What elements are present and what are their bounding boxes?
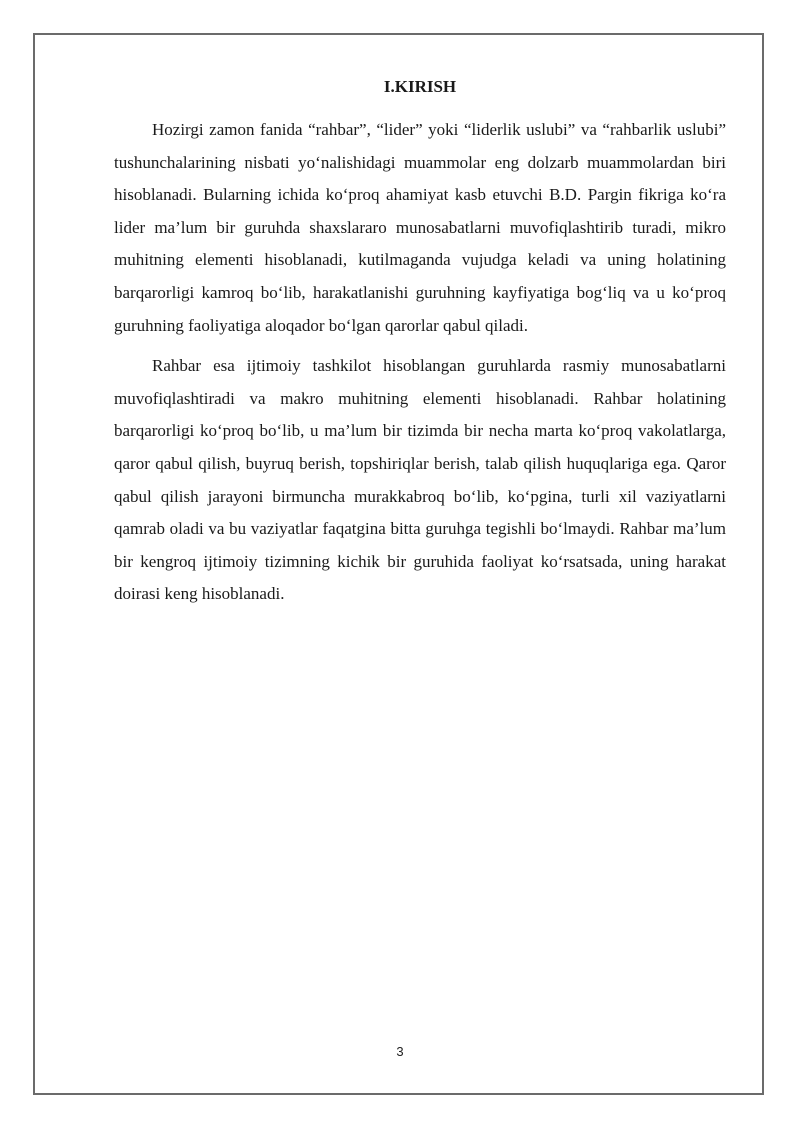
section-title: I.KIRISH bbox=[383, 77, 457, 96]
document-body bbox=[114, 70, 726, 619]
paragraph-1: Hozirgi zamon fanida “rahbar”, “lider” yoki “liderlik uslubi” va “rahbarlik uslubi” tushunchalarining nisbati yo‘nalishidagi muammolar eng dolzarb muammolardan biri hisoblanadi. Bularning ichida ko‘proq ahamiyat kasb etuvchi B.D. Pargin fikriga ko‘ra lider ma’lum bir guruhda shaxslararo munosabatlarni muvofiqlashtirib turadi, mikro muhitning elementi hisoblanadi, kutilmaganda vujudga keladi va uning holatining barqarorligi kamroq bo‘lib, harakatlanishi guruhning kayfiyatiga bog‘liq va u ko‘proq guruhning faoliyatiga aloqador bo‘lgan qarorlar qabul qiladi. bbox=[114, 120, 726, 335]
paragraph-2: Rahbar esa ijtimoiy tashkilot hisoblangan guruhlarda rasmiy munosabatlarni muvofiqlashtiradi va makro muhitning elementi hisoblanadi. Rahbar holatining barqarorligi ko‘proq bo‘lib, u ma’lum bir tizimda bir necha marta ko‘proq vakolatlarga, qaror qabul qilish, buyruq berish, topshiriqlar berish, talab qilish huquqlariga ega. Qaror qabul qilish jarayoni birmuncha murakkabroq bo‘lib, ko‘pgina, turli xil vaziyatlarni qamrab oladi va bu vaziyatlar faqatgina bitta guruhga tegishli bo‘lmaydi. Rahbar ma’lum bir kengroq ijtimoiy tizimning kichik bir guruhida faoliyat ko‘rsatsada, uning harakat doirasi keng hisoblanadi. bbox=[114, 356, 726, 604]
page-number: 3 bbox=[396, 1044, 404, 1059]
